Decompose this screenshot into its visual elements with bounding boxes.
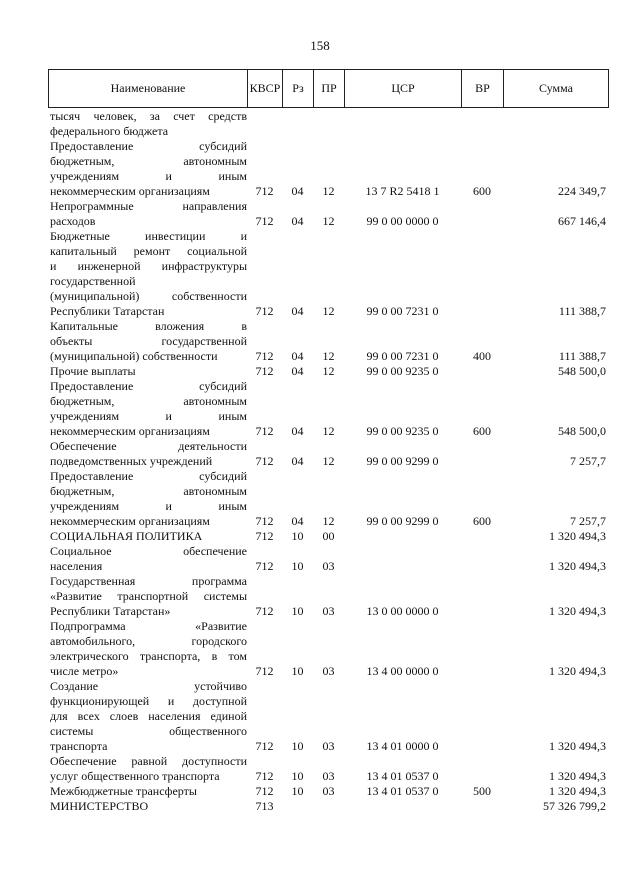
row-name-line: СОЦИАЛЬНАЯ ПОЛИТИКА bbox=[50, 529, 203, 543]
table-row bbox=[48, 469, 608, 529]
row-kvsr: 712 bbox=[255, 664, 274, 678]
header-csr: ЦСР bbox=[345, 70, 462, 108]
header-pr: ПР bbox=[314, 70, 345, 108]
row-csr: 13 0 00 0000 0 bbox=[366, 604, 439, 618]
row-name bbox=[48, 529, 247, 544]
row-name bbox=[48, 754, 247, 784]
row-name-line: населения bbox=[50, 559, 103, 573]
row-name-line: Государственная программа bbox=[50, 574, 247, 588]
row-kvsr: 712 bbox=[255, 769, 274, 783]
row-name-line: капитальный ремонт социальной bbox=[50, 244, 247, 258]
row-sum: 1 320 494,3 bbox=[549, 739, 606, 753]
row-name-line: числе метро» bbox=[50, 664, 119, 678]
row-sum: 57 326 799,2 bbox=[543, 799, 606, 813]
table-row bbox=[48, 619, 608, 679]
row-name-line: системы общественного bbox=[50, 724, 247, 738]
row-kvsr: 712 bbox=[255, 514, 274, 528]
row-rz: 04 bbox=[291, 424, 304, 438]
row-name bbox=[48, 139, 247, 199]
row-name bbox=[48, 109, 247, 139]
row-csr: 99 0 00 7231 0 bbox=[366, 349, 439, 363]
row-pr: 12 bbox=[322, 514, 335, 528]
row-name-line: бюджетным, автономным bbox=[50, 154, 247, 168]
row-rz: 10 bbox=[291, 769, 304, 783]
row-pr: 03 bbox=[322, 664, 335, 678]
table-row bbox=[48, 139, 608, 199]
table-row bbox=[48, 544, 608, 574]
row-rz: 10 bbox=[291, 529, 304, 543]
row-name bbox=[48, 619, 247, 679]
row-name-line: (муниципальной) собственности bbox=[50, 349, 218, 363]
row-name bbox=[48, 319, 247, 364]
row-csr: 13 7 R2 5418 1 bbox=[365, 184, 440, 198]
row-pr: 12 bbox=[322, 454, 335, 468]
row-pr: 03 bbox=[322, 769, 335, 783]
row-sum: 1 320 494,3 bbox=[549, 784, 606, 798]
row-name bbox=[48, 574, 247, 619]
row-name-line: Республики Татарстан» bbox=[50, 604, 171, 618]
row-name-line: подведомственных учреждений bbox=[50, 454, 213, 468]
row-name-line: услуг общественного транспорта bbox=[50, 769, 220, 783]
row-vr: 600 bbox=[473, 424, 491, 438]
row-pr: 00 bbox=[322, 529, 335, 543]
row-rz: 04 bbox=[291, 304, 304, 318]
row-kvsr: 713 bbox=[255, 799, 274, 813]
row-sum: 111 388,7 bbox=[558, 304, 606, 318]
row-name bbox=[48, 229, 247, 319]
row-name-line: Обеспечение равной доступности bbox=[50, 754, 247, 768]
row-name bbox=[48, 379, 247, 439]
row-kvsr: 712 bbox=[255, 604, 274, 618]
row-name-line: Республики Татарстан bbox=[50, 304, 165, 318]
row-name bbox=[48, 784, 247, 799]
row-name bbox=[48, 469, 247, 529]
row-name-line: Подпрограмма «Развитие bbox=[50, 619, 247, 633]
row-kvsr: 712 bbox=[255, 214, 274, 228]
row-rz: 04 bbox=[291, 364, 304, 378]
row-sum: 111 388,7 bbox=[558, 349, 606, 363]
row-name bbox=[48, 799, 247, 814]
row-csr: 99 0 00 9235 0 bbox=[366, 424, 439, 438]
row-pr: 03 bbox=[322, 604, 335, 618]
row-name-line: учреждениям и иным bbox=[50, 169, 247, 183]
row-name-line: Предоставление субсидий bbox=[50, 139, 247, 153]
row-name-line: «Развитие транспортной системы bbox=[50, 589, 247, 603]
header-name: Наименование bbox=[49, 70, 248, 108]
row-vr: 600 bbox=[473, 184, 491, 198]
table-row bbox=[48, 679, 608, 754]
table-header bbox=[48, 69, 609, 108]
row-csr: 13 4 01 0000 0 bbox=[366, 739, 439, 753]
row-name-line: для всех слоев населения единой bbox=[50, 709, 247, 723]
row-pr: 12 bbox=[322, 184, 335, 198]
row-csr: 13 4 01 0537 0 bbox=[366, 769, 439, 783]
row-csr: 99 0 00 9299 0 bbox=[366, 514, 439, 528]
row-vr: 500 bbox=[473, 784, 491, 798]
row-kvsr: 712 bbox=[255, 424, 274, 438]
row-vr: 400 bbox=[473, 349, 491, 363]
row-rz: 10 bbox=[291, 604, 304, 618]
row-sum: 224 349,7 bbox=[558, 184, 606, 198]
row-sum: 667 146,4 bbox=[558, 214, 606, 228]
row-kvsr: 712 bbox=[255, 349, 274, 363]
row-kvsr: 712 bbox=[255, 304, 274, 318]
row-name-line: бюджетным, автономным bbox=[50, 394, 247, 408]
row-rz: 10 bbox=[291, 784, 304, 798]
row-name-line: учреждениям и иным bbox=[50, 499, 247, 513]
row-name-line: Создание устойчиво bbox=[50, 679, 247, 693]
row-sum: 7 257,7 bbox=[570, 514, 606, 528]
table-row bbox=[48, 199, 608, 229]
row-kvsr: 712 bbox=[255, 559, 274, 573]
row-kvsr: 712 bbox=[255, 184, 274, 198]
table-row bbox=[48, 784, 608, 799]
row-name-line: объекты государственной bbox=[50, 334, 247, 348]
row-name-line: транспорта bbox=[50, 739, 108, 753]
row-rz: 04 bbox=[291, 214, 304, 228]
row-name-line: Непрограммные направления bbox=[50, 199, 247, 213]
row-name-line: Капитальные вложения в bbox=[50, 319, 247, 333]
table-row bbox=[48, 574, 608, 619]
row-name bbox=[48, 679, 247, 754]
row-name-line: некоммерческим организациям bbox=[50, 424, 210, 438]
row-csr: 13 4 01 0537 0 bbox=[366, 784, 439, 798]
row-sum: 1 320 494,3 bbox=[549, 769, 606, 783]
row-kvsr: 712 bbox=[255, 364, 274, 378]
row-name bbox=[48, 439, 247, 469]
row-vr: 600 bbox=[473, 514, 491, 528]
header-kvsr: КВСР bbox=[248, 70, 283, 108]
row-rz: 04 bbox=[291, 514, 304, 528]
row-pr: 12 bbox=[322, 304, 335, 318]
row-csr: 13 4 00 0000 0 bbox=[366, 664, 439, 678]
row-name-line: Межбюджетные трансферты bbox=[50, 784, 197, 798]
row-rz: 10 bbox=[291, 559, 304, 573]
row-kvsr: 712 bbox=[255, 454, 274, 468]
row-name-line: федерального бюджета bbox=[50, 124, 169, 138]
row-sum: 1 320 494,3 bbox=[549, 664, 606, 678]
row-name-line: Прочие выплаты bbox=[50, 364, 136, 378]
row-pr: 12 bbox=[322, 364, 335, 378]
row-rz: 04 bbox=[291, 184, 304, 198]
row-rz: 10 bbox=[291, 664, 304, 678]
row-pr: 03 bbox=[322, 739, 335, 753]
row-name-line: бюджетным, автономным bbox=[50, 484, 247, 498]
row-name bbox=[48, 544, 247, 574]
table-row bbox=[48, 109, 608, 139]
table-row bbox=[48, 439, 608, 469]
row-name bbox=[48, 199, 247, 229]
row-csr: 99 0 00 0000 0 bbox=[366, 214, 439, 228]
row-rz: 04 bbox=[291, 349, 304, 363]
table-row bbox=[48, 379, 608, 439]
table-row bbox=[48, 364, 608, 379]
row-pr: 12 bbox=[322, 424, 335, 438]
row-sum: 1 320 494,3 bbox=[549, 604, 606, 618]
row-name-line: Социальное обеспечение bbox=[50, 544, 247, 558]
row-name bbox=[48, 364, 247, 379]
row-sum: 7 257,7 bbox=[570, 454, 606, 468]
row-pr: 03 bbox=[322, 559, 335, 573]
row-sum: 1 320 494,3 bbox=[549, 529, 606, 543]
page-number: 158 bbox=[310, 38, 330, 53]
row-name-line: функционирующей и доступной bbox=[50, 694, 247, 708]
row-name-line: Предоставление субсидий bbox=[50, 379, 247, 393]
row-kvsr: 712 bbox=[255, 784, 274, 798]
row-pr: 03 bbox=[322, 784, 335, 798]
row-name-line: расходов bbox=[50, 214, 96, 228]
row-name-line: некоммерческим организациям bbox=[50, 184, 210, 198]
row-name-line: Предоставление субсидий bbox=[50, 469, 247, 483]
row-name-line: электрического транспорта, в том bbox=[50, 649, 247, 663]
header-rz: Рз bbox=[283, 70, 314, 108]
header-vr: ВР bbox=[462, 70, 504, 108]
table-row bbox=[48, 229, 608, 319]
row-name-line: Обеспечение деятельности bbox=[50, 439, 247, 453]
row-csr: 99 0 00 7231 0 bbox=[366, 304, 439, 318]
row-pr: 12 bbox=[322, 349, 335, 363]
row-pr: 12 bbox=[322, 214, 335, 228]
row-name-line: учреждениям и иным bbox=[50, 409, 247, 423]
row-name-line: Бюджетные инвестиции и bbox=[50, 229, 247, 243]
row-sum: 1 320 494,3 bbox=[549, 559, 606, 573]
table-row bbox=[48, 319, 608, 364]
table-body bbox=[48, 109, 608, 814]
row-sum: 548 500,0 bbox=[558, 364, 606, 378]
row-name-line: (муниципальной) собственности bbox=[50, 289, 247, 303]
row-kvsr: 712 bbox=[255, 529, 274, 543]
row-name-line: и инженерной инфраструктуры bbox=[50, 259, 247, 273]
row-name-line: автомобильного, городского bbox=[50, 634, 247, 648]
row-csr: 99 0 00 9299 0 bbox=[366, 454, 439, 468]
row-name-line: тысяч человек, за счет средств bbox=[50, 109, 247, 123]
table-row bbox=[48, 799, 608, 814]
row-rz: 10 bbox=[291, 739, 304, 753]
row-name-line: некоммерческим организациям bbox=[50, 514, 210, 528]
row-name-line: МИНИСТЕРСТВО bbox=[50, 799, 149, 813]
row-csr: 99 0 00 9235 0 bbox=[366, 364, 439, 378]
row-kvsr: 712 bbox=[255, 739, 274, 753]
row-rz: 04 bbox=[291, 454, 304, 468]
header-sum: Сумма bbox=[504, 70, 609, 108]
row-sum: 548 500,0 bbox=[558, 424, 606, 438]
row-name-line: государственной bbox=[50, 274, 136, 288]
table-row bbox=[48, 754, 608, 784]
table-row bbox=[48, 529, 608, 544]
